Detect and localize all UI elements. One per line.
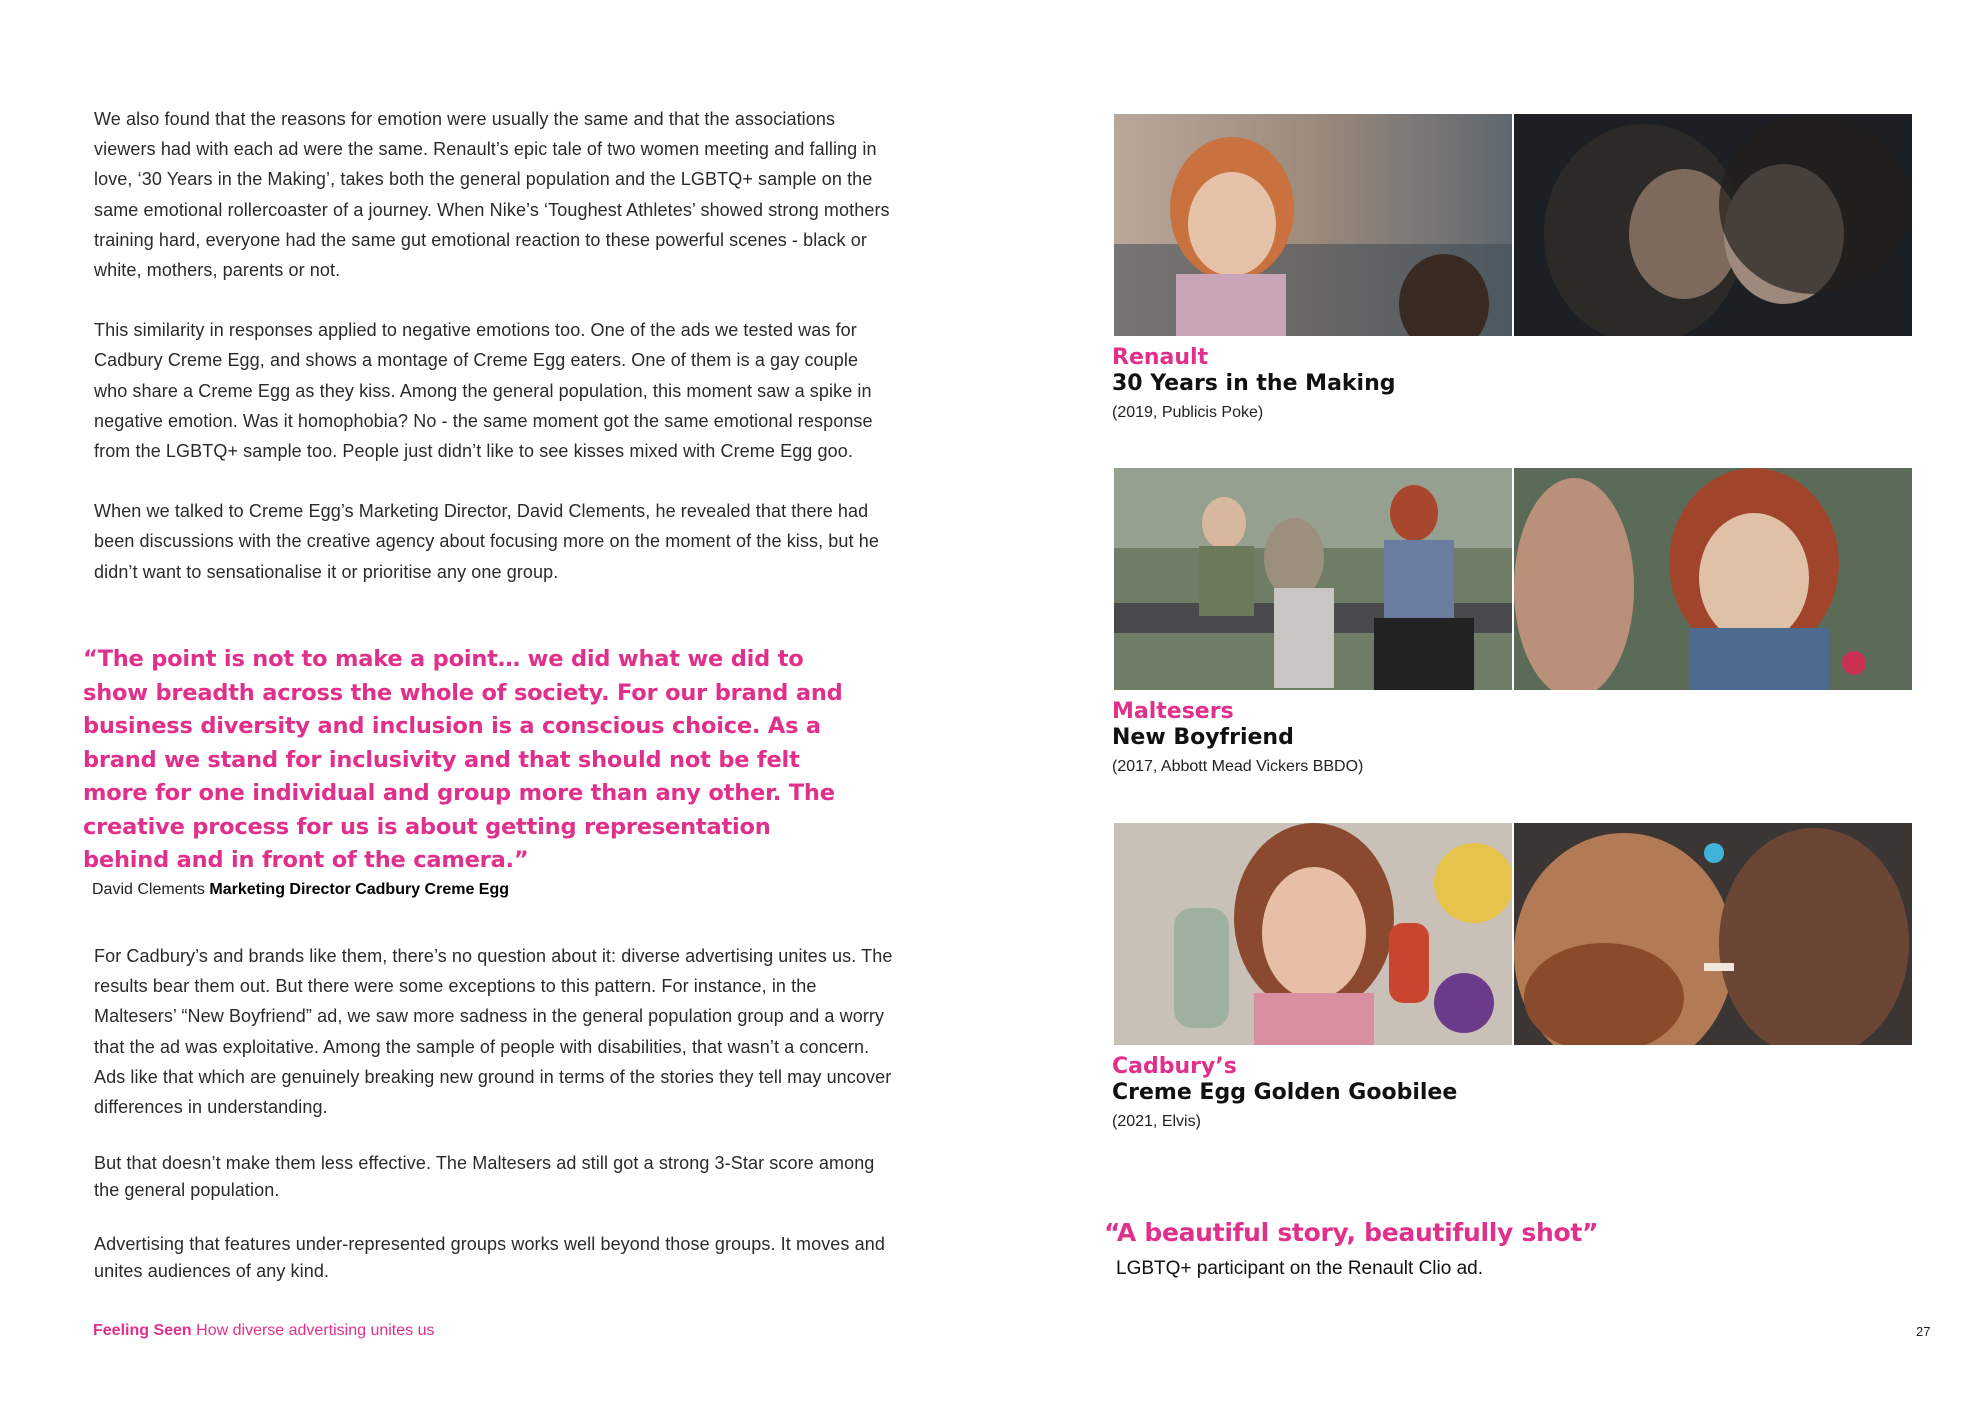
ad-still-image xyxy=(1114,468,1512,690)
paragraph: For Cadbury’s and brands like them, there’s no question about it: diverse advertising unites us. The results bear them out. But there were some exceptions to this pattern. For instance, in the Maltesers’ “New Boyfriend” ad, we saw more sadness in the general population group and a worry that the ad was exploitative. Among the sample of people with disabilities, that wasn’t a concern. Ads like that which are genuinely breaking new ground in terms of the stories they tell may uncover differences in understanding. xyxy=(94,946,893,1118)
paragraph: But that doesn’t make them less effective. The Maltesers ad still got a strong 3-Star score among the general population. xyxy=(94,1153,875,1200)
ad-title: 30 Years in the Making xyxy=(1112,371,1396,396)
ad-title: New Boyfriend xyxy=(1112,725,1294,750)
ad-meta: (2021, Elvis) xyxy=(1112,1113,1201,1130)
ad-card-maltesers xyxy=(1112,468,1912,776)
footer-running-title xyxy=(93,1322,435,1340)
ad-card-cadburys xyxy=(1112,823,1912,1131)
ad-meta: (2017, Abbott Mead Vickers BBDO) xyxy=(1112,758,1364,775)
ad-stills xyxy=(1114,823,1912,1045)
quote-author: David Clements xyxy=(92,881,205,898)
ad-stills xyxy=(1114,114,1912,336)
footer-subtitle: How diverse advertising unites us xyxy=(196,1322,435,1339)
body-text-column-2 xyxy=(94,941,894,1284)
ad-card-renault xyxy=(1112,114,1912,422)
pull-quote-attribution: LGBTQ+ participant on the Renault Clio ad. xyxy=(1116,1258,1484,1279)
pull-quote-renault: “A beautiful story, beautifully shot” xyxy=(1104,1218,1599,1247)
quote-attribution xyxy=(92,881,509,899)
quote-role: Marketing Director Cadbury Creme Egg xyxy=(209,881,510,898)
paragraph: This similarity in responses applied to negative emotions too. One of the ads we tested was for Cadbury Creme Egg, and shows a montage of Creme Egg eaters. One of them is a gay couple who share a Creme Egg as they kiss. Among the general population, this moment saw a spike in negative emotion. Was it homophobia? No - the same moment got the same emotional response from the LGBTQ+ sample too. People just didn’t like to see kisses mixed with Creme Egg goo. xyxy=(94,320,873,462)
pull-quote-marketing-director: “The point is not to make a point… we did what we did to show breadth across the whole of society. For our brand and business diversity and inclusion is a conscious choice. As a brand we stand for inclusivity and that should not be felt more for one individual and group more than any other. The creative process for us is about getting representation behind and in front of the camera.” xyxy=(83,646,843,873)
page-number: 27 xyxy=(1916,1324,1931,1339)
ad-still-image xyxy=(1514,823,1912,1045)
ad-brand: Renault xyxy=(1112,345,1209,370)
ad-still-image xyxy=(1114,823,1512,1045)
ad-title: Creme Egg Golden Goobilee xyxy=(1112,1080,1458,1105)
body-text-column xyxy=(94,104,894,587)
ad-still-image xyxy=(1514,114,1912,336)
paragraph: Advertising that features under-represented groups works well beyond those groups. It moves and unites audiences of any kind. xyxy=(94,1234,885,1281)
footer-title: Feeling Seen xyxy=(93,1322,192,1339)
paragraph: We also found that the reasons for emotion were usually the same and that the associations viewers had with each ad were the same. Renault’s epic tale of two women meeting and falling in love, ‘30 Years in the Making’, takes both the general population and the LGBTQ+ sample on the same emotional rollercoaster of a journey. When Nike’s ‘Toughest Athletes’ showed strong mothers training hard, everyone had the same gut emotional reaction to these powerful scenes - black or white, mothers, parents or not. xyxy=(94,109,890,281)
ad-brand: Maltesers xyxy=(1112,699,1234,724)
ad-stills xyxy=(1114,468,1912,690)
ad-brand: Cadbury’s xyxy=(1112,1054,1237,1079)
ad-meta: (2019, Publicis Poke) xyxy=(1112,404,1264,421)
paragraph: When we talked to Creme Egg’s Marketing Director, David Clements, he revealed that there had been discussions with the creative agency about focusing more on the moment of the kiss, but he didn’t want to sensationalise it or prioritise any one group. xyxy=(94,501,879,582)
ad-still-image xyxy=(1514,468,1912,690)
ad-still-image xyxy=(1114,114,1512,336)
